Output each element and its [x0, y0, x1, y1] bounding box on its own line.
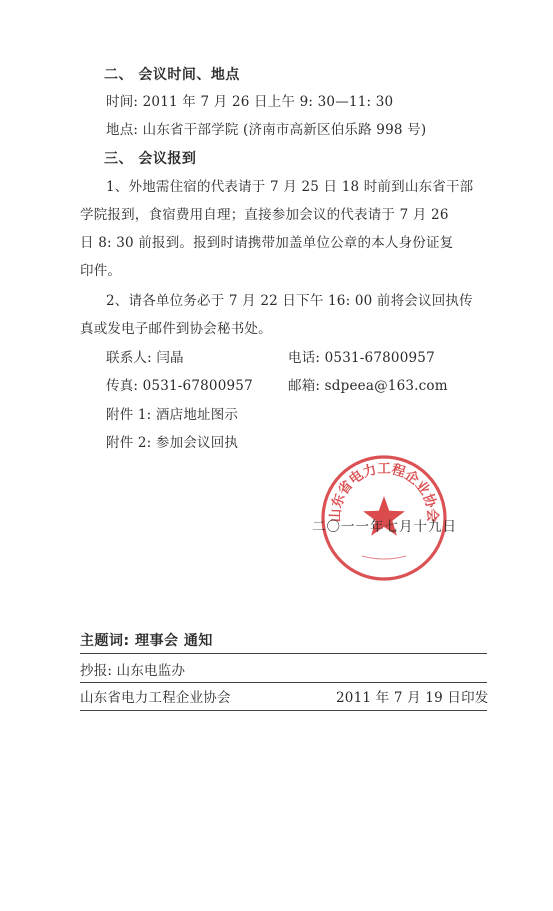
footer-rule-top: [80, 653, 487, 654]
subject-words: 主题词: 理事会 通知: [80, 633, 213, 649]
section3-heading: 三、 会议报到: [104, 151, 197, 167]
seal-bottom-line: [362, 556, 406, 559]
footer-rule-bottom: [80, 710, 487, 711]
registration-line-3: 日 8: 30 前报到。报到时请携带加盖单位公章的本人身份证复: [80, 235, 454, 251]
issuer: 山东省电力工程企业协会: [80, 690, 231, 706]
meeting-time: 时间: 2011 年 7 月 26 日上午 9: 30—11: 30: [106, 94, 394, 110]
section2-heading: 二、 会议时间、地点: [104, 67, 240, 83]
receipt-line-2: 真或发电子邮件到协会秘书处。: [80, 321, 272, 337]
seal-text: 山东省电力工程企业协会: [327, 460, 441, 523]
contact-email: 邮箱: sdpeea@163.com: [288, 378, 448, 394]
signature-date: 二〇一一年七月十九日: [312, 519, 457, 535]
meeting-place: 地点: 山东省干部学院 (济南市高新区伯乐路 998 号): [106, 122, 427, 138]
issue-date: 2011 年 7 月 19 日印发: [336, 690, 489, 706]
registration-line-2: 学院报到，食宿费用自理；直接参加会议的代表请于 7 月 26: [80, 207, 449, 223]
cc-line: 抄报: 山东电监办: [80, 663, 186, 679]
footer-rule-middle: [80, 682, 487, 683]
contact-fax: 传真: 0531-67800957: [106, 378, 253, 394]
attachment-1: 附件 1: 酒店地址图示: [106, 407, 239, 423]
attachment-2: 附件 2: 参加会议回执: [106, 435, 239, 451]
contact-phone: 电话: 0531-67800957: [288, 350, 435, 366]
contact-person: 联系人: 闫晶: [106, 350, 184, 366]
registration-line-1: 1、外地需住宿的代表请于 7 月 25 日 18 时前到山东省干部: [106, 179, 474, 195]
receipt-line-1: 2、请各单位务必于 7 月 22 日下午 16: 00 前将会议回执传: [106, 293, 473, 309]
registration-line-4: 印件。: [80, 263, 122, 279]
